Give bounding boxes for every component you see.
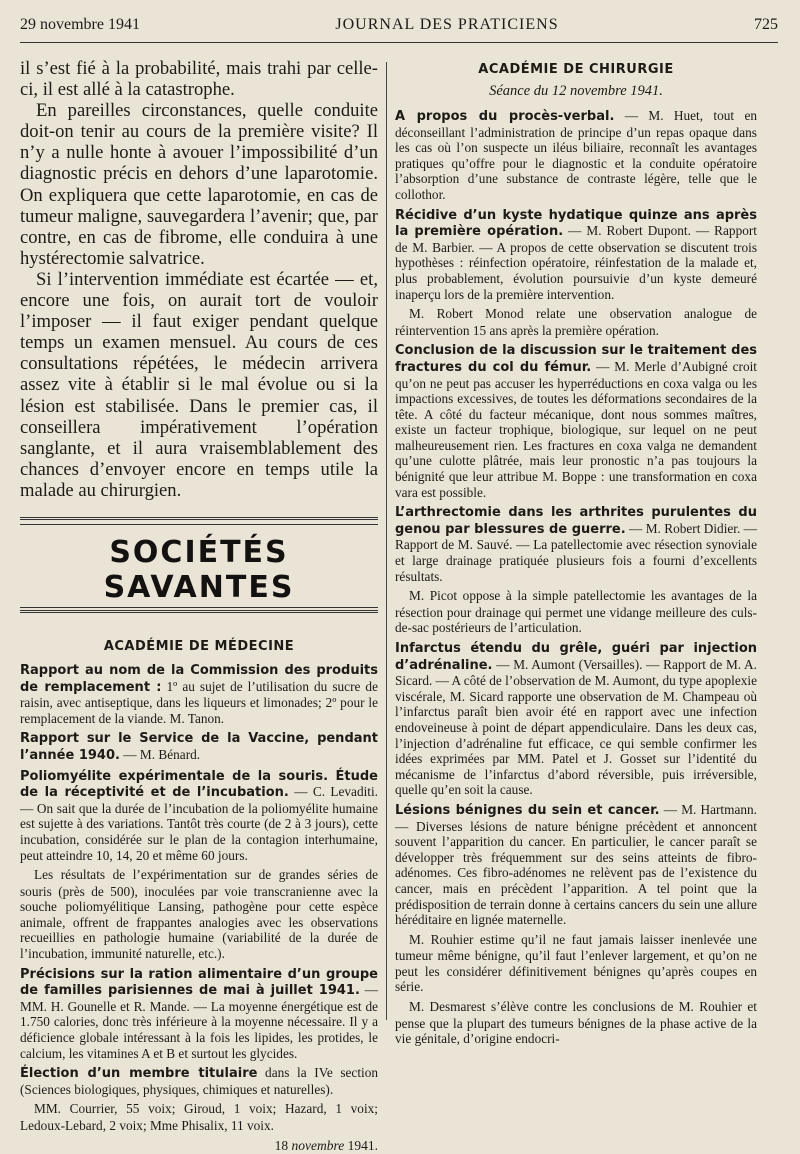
- societes-savantes-banner: SOCIÉTÉS SAVANTES: [103, 534, 295, 605]
- intro-text: [20, 58, 378, 501]
- item-text: — M. Merle d’Aubigné croit qu’on ne peut pas accuser les hyperréductions en coxa valga ou les impactions excessives, de toutes les déformations secondaires de la tête. A côté du facteur mécanique, dont nous sommes maîtres, existe un facteur trophique, biologique, sur lequel on ne peut malheureusement rien. Les fractures en coxa valga ne demandent qu’une culotte plâtrée, mais leur pronostic n’a pas toujours la bénignité que leur attribue M. Boppe : une transformation en coxa vara est possible.: [395, 358, 757, 500]
- item-text: M. Desmarest s’élève contre les conclusions de M. Rouhier et pense que la plupart des tumeurs bénignes de la phase active de la vie génitale, d’origine endocri-: [395, 999, 757, 1047]
- date-year: 1941.: [347, 1137, 378, 1153]
- item-text: Les résultats de l’expérimentation sur de grandes séries de souris (près de 500), inoculées par voie transcranienne avec la souche poliomyélitique Lansing, pathogène pour cette espèce animale, offrent de frappantes analogies avec les observations recueillies en pathologie humaine (variabilité de la durée de l’incubation, immunité naturelle, etc.).: [20, 867, 378, 962]
- item-text: dans la IVe section (Sciences biologiques, physiques, chimiques et naturelles).: [20, 1065, 379, 1097]
- running-header: [20, 16, 778, 40]
- intro-paragraph: En pareilles circonstances, quelle conduite doit-on tenir au cours de la première visite? Il n’y a nulle honte à avouer l’impossibilité d’un diagnostic précis en dehors d’une laparotomie. On expliquera que cette laparotomie, en cas de tumeur maligne, sauvegardera l’avenir; que, par contre, en cas de fibrome, elle conduira à une hystérectomie salvatrice.: [20, 100, 378, 269]
- date-day: 18: [274, 1137, 289, 1153]
- item-text: 1º au sujet de l’utilisation du sucre de raisin, avec antiseptique, dans les liqueurs et limonades; 2º pour le remplacement de la viande. M. Tanon.: [20, 678, 378, 726]
- report-item: [20, 662, 378, 726]
- item-text: — M. Huet, tout en déconseillant l’administration de principe d’un repas opaque dans les cas où l’on suspecte un iléus biliaire, reconnaît les avantages pratiques qu’offre pour le diagnostic et la conduite opératoire l’absorption d’une substance de contraste légère, telle que le collothor.: [395, 108, 757, 202]
- header-date: 29 novembre 1941: [20, 16, 140, 33]
- report-item: [20, 867, 378, 962]
- header-rule: [20, 42, 778, 43]
- left-column: [20, 58, 378, 1154]
- report-item: [395, 999, 757, 1047]
- report-item: [395, 207, 757, 303]
- report-item: [20, 966, 378, 1062]
- report-item: [395, 640, 757, 798]
- column-divider: [386, 62, 387, 1020]
- right-column: [395, 58, 757, 1051]
- report-item: [395, 932, 757, 995]
- section-title-chirurgie: ACADÉMIE DE CHIRURGIE: [478, 62, 674, 77]
- report-item: [20, 768, 378, 864]
- session-line: Séance du 12 novembre 1941.: [489, 83, 663, 99]
- item-text: M. Rouhier estime qu’il ne faut jamais laisser inenlevée une tumeur même bénigne, qu’il faut l’enlever largement, et qu’on ne peut les considérer définitivement bénignes qu’après coupes en série.: [395, 931, 757, 995]
- item-text: — MM. H. Gounelle et R. Mande. — La moyenne énergétique est de 1.750 calories, donc très inférieure à la moyenne nécessaire. Il y a déficience globale intéressant à la fois les lipides, les protides, le calcium, les vitamines A et B et surtout les glycides.: [20, 982, 378, 1061]
- report-item: [20, 1065, 378, 1097]
- item-heading: Élection d’un membre titulaire: [20, 1066, 258, 1082]
- item-heading: Récidive d’un kyste hydatique quinze ans après la première opération.: [395, 207, 757, 240]
- item-text: — M. Bénard.: [119, 746, 201, 762]
- date-month: novembre: [291, 1137, 345, 1153]
- header-journal-title: JOURNAL DES PRATICIENS: [335, 16, 559, 33]
- item-text: M. Robert Monod relate une observation analogue de réintervention 15 ans après la première opération.: [395, 306, 757, 338]
- item-heading: Rapport sur le Service de la Vaccine, pendant l’année 1940.: [20, 731, 378, 763]
- report-item: [395, 108, 757, 203]
- report-item: [395, 588, 757, 636]
- item-heading: Rapport au nom de la Commission des produits de remplacement :: [20, 662, 378, 695]
- item-text: — C. Levaditi. — On sait que la durée de l’incubation de la poliomyélite humaine est sujette à des variations. Tantôt très courte (de 2 à 3 jours), cette incubation, considérée sur le plan de la contagion interhumaine, peut atteindre 10, 14, 20 et même 60 jours.: [20, 784, 379, 863]
- item-text: — M. Aumont (Versailles). — Rapport de M. A. Sicard. — A côté de l’observation de M. Aumont, du type apoplexie viscérale, M. Sicard rapporte une observation de M. Champeau où l’infarctus paraît bien avoir été en rapport avec une infection endoveineuse à point de départ appendiculaire. Dans les deux cas, l’injection d’adrénaline fut efficace, ce qui semble confirmer les idées exprimées par MM. Patel et J. Gosset sur l’identité du mécanisme de l’infarctus d’abord réversible, puis irréversible, quelle qu’en soit la cause.: [395, 656, 757, 798]
- intro-paragraph: Si l’intervention immédiate est écartée — et, encore une fois, on aurait tort de vouloir l’imposer — il faut exiger pendant quelque temps un examen mensuel. Au cours de ces consultations répétées, le médecin arrivera assez vite à établir si le mal évolue ou si la lésion est stabilisée. Dans le premier cas, il conseillera impérativement l’opération sanglante, et il aura vraisemblablement des chances d’envoyer encore en temps utile la malade au chirurgien.: [20, 268, 378, 501]
- report-item: [395, 802, 757, 928]
- report-item: [20, 1101, 378, 1133]
- item-text: — M. Hartmann. — Diverses lésions de nature bénigne précèdent et annoncent souvent l’apparition du cancer. En particulier, le cancer paraît se développer très fréquemment sur des seins atteints de fibro-adénomes. Ces fibro-adénomes ne relèvent pas de l’existence du cancer, mais en précèdent l’apparition. A tel point que la prédisposition de terrain donne à certains cancers du sein une allure héréditaire en lignée maternelle.: [395, 801, 757, 928]
- intro-paragraph: il s’est fié à la probabilité, mais trahi par celle-ci, il est allé à la catastrophe.: [20, 58, 378, 101]
- item-heading: Précisions sur la ration alimentaire d’un groupe de familles parisiennes de mai à juillet 1941.: [20, 966, 378, 999]
- item-heading: L’arthrectomie dans les arthrites purulentes du genou par blessures de guerre.: [395, 505, 757, 537]
- item-heading: Infarctus étendu du grêle, guéri par injection d’adrénaline.: [395, 641, 757, 673]
- report-item: [20, 730, 378, 763]
- item-heading: Conclusion de la discussion sur le traitement des fractures du col du fémur.: [395, 343, 757, 375]
- report-item: [395, 504, 757, 584]
- header-page-number: 725: [754, 16, 778, 33]
- report-item: [395, 306, 757, 338]
- item-text: — M. Robert Didier. — Rapport de M. Sauvé. — La patellectomie avec résection synoviale et large drainage pratiquée plusieurs fois a fourni d’excellents résultats.: [395, 520, 757, 584]
- item-text: — M. Robert Dupont. — Rapport de M. Barbier. — A propos de cette observation se discutent trois hypothèses : réinfection opératoire, réinfestation de la malade et, plus probablement, évolution poursuivie d’un kyste demeuré inaperçu lors de la première intervention.: [395, 223, 757, 302]
- banner-rule-top: [20, 517, 378, 525]
- item-heading: A propos du procès-verbal.: [395, 109, 615, 124]
- banner-rule-bottom: [20, 607, 378, 613]
- item-text: M. Picot oppose à la simple patellectomie les avantages de la résection pour drainage qui permet une vidange meilleure des culs-de-sac postérieurs de l’articulation.: [395, 588, 757, 636]
- section-title-medecine: ACADÉMIE DE MÉDECINE: [103, 638, 295, 654]
- session-date: [20, 1138, 378, 1154]
- report-item: [395, 342, 757, 500]
- item-heading: Lésions bénignes du sein et cancer.: [395, 802, 660, 818]
- item-heading: Poliomyélite expérimentale de la souris. Étude de la réceptivité et de l’incubation.: [20, 768, 378, 801]
- item-text: MM. Courrier, 55 voix; Giroud, 1 voix; Hazard, 1 voix; Ledoux-Lebard, 2 voix; Mme Phisalix, 11 voix.: [20, 1101, 378, 1133]
